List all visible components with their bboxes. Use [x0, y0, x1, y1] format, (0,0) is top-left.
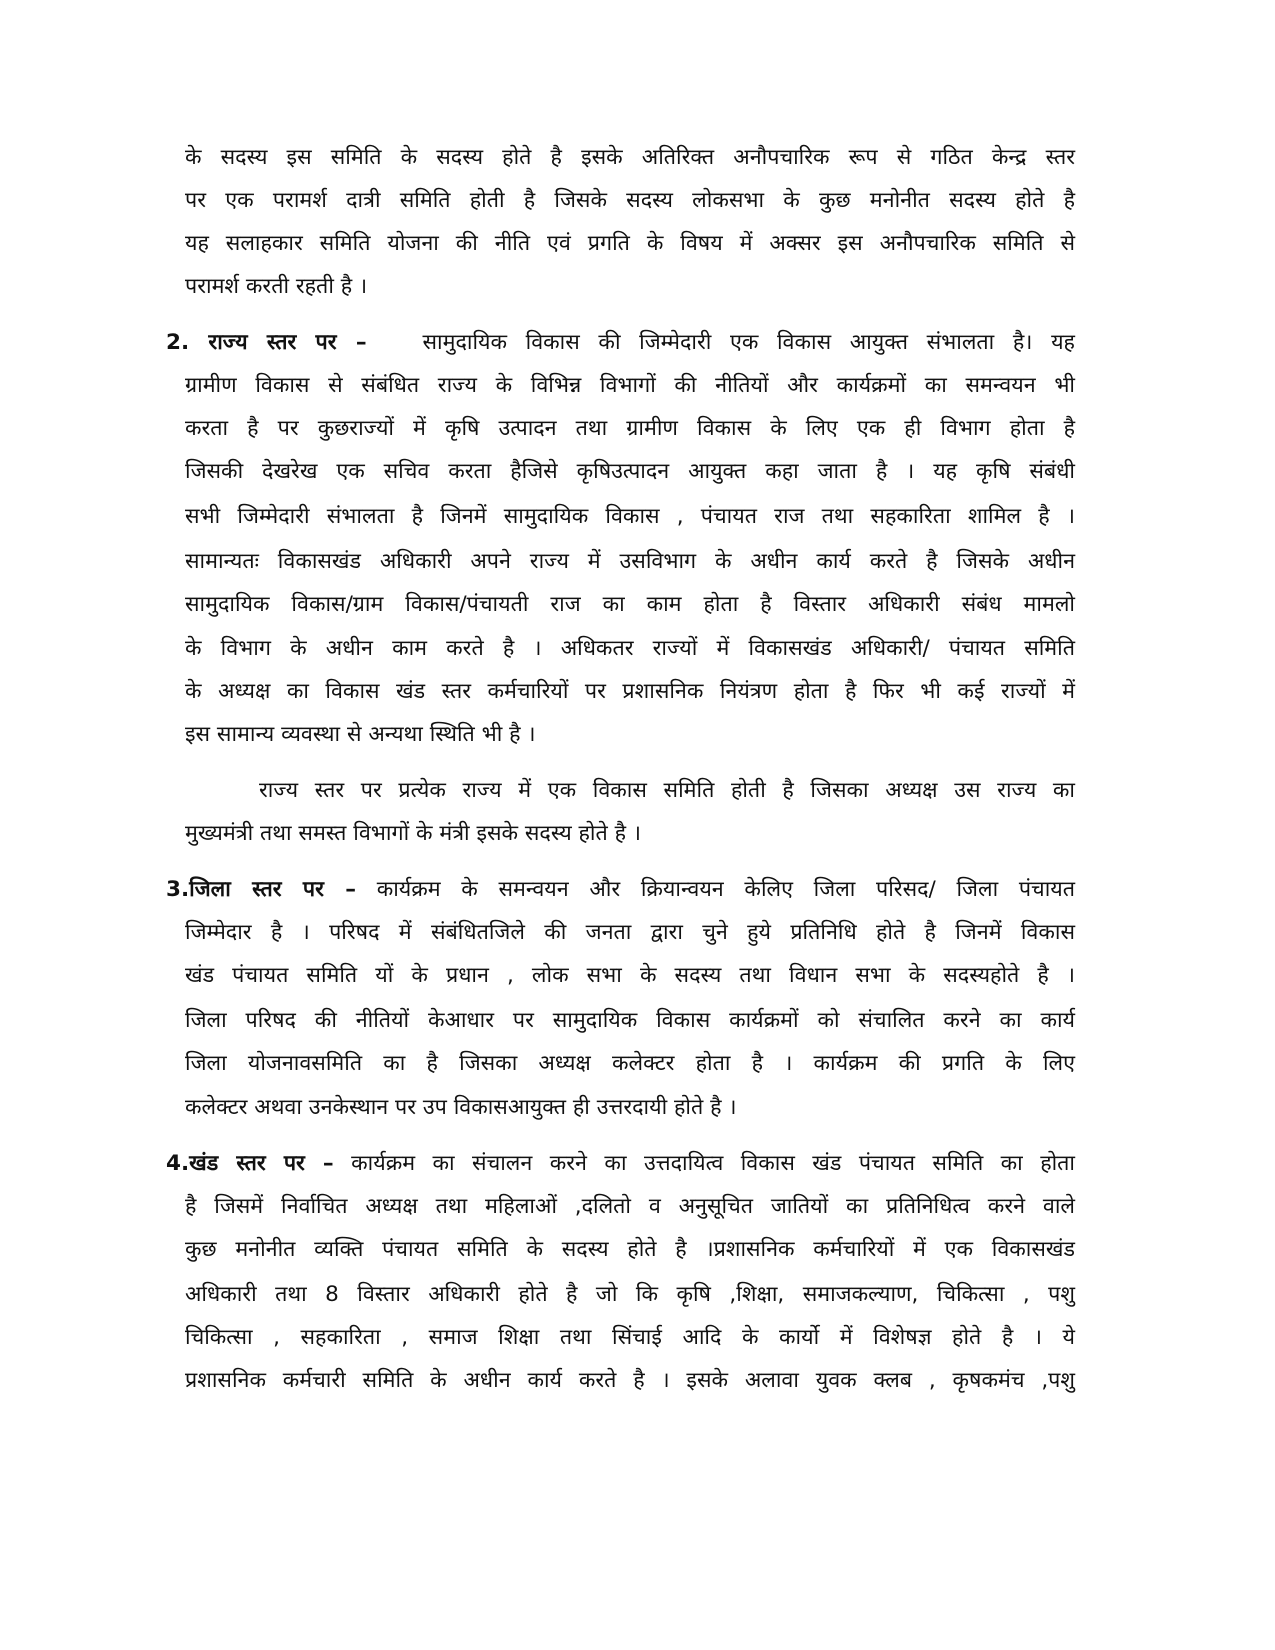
text-line: जिसकी देखरेख एक सचिव करता हैजिसे कृषिउत्पादन आयुक्त कहा जाता है । यह कृषि संबंधी	[185, 459, 1075, 484]
text-line: प्रशासनिक कर्मचारी समिति के अधीन कार्य करते है । इसके अलावा युवक क्लब , कृषकमंच ,पशु	[185, 1368, 1075, 1393]
text-line: इस सामान्य व्यवस्था से अन्यथा स्थिति भी है ।	[185, 722, 536, 747]
text-line: जिला योजनावसमिति का है जिसका अध्यक्ष कलेक्टर होता है । कार्यक्रम की प्रगति के लिए	[185, 1051, 1075, 1076]
indented-line: राज्य स्तर पर प्रत्येक राज्य में एक विकास समिति होती है जिसका अध्यक्ष उस राज्य का	[259, 778, 1075, 803]
text-line: अधिकारी तथा 8 विस्तार अधिकारी होते है जो कि कृषि ,शिक्षा, समाजकल्याण, चिकित्सा , पशु	[185, 1282, 1075, 1307]
text-span: कार्यक्रम के समन्वयन और क्रियान्वयन केलिए जिला परिसद/ जिला पंचायत	[376, 877, 1075, 902]
text-line: यह सलाहकार समिति योजना की नीति एवं प्रगति के विषय में अक्सर इस अनौपचारिक समिति से	[185, 231, 1075, 256]
text-line: सभी जिम्मेदारी संभालता है जिनमें सामुदायिक विकास , पंचायत राज तथा सहकारिता शामिल है ।	[185, 504, 1075, 529]
section-heading: 3.जिला स्तर पर –	[166, 877, 356, 902]
section-heading: 4.खंड स्तर पर –	[166, 1151, 334, 1176]
text-line: के सदस्य इस समिति के सदस्य होते है इसके अतिरिक्त अनौपचारिक रूप से गठित केन्द्र स्तर	[185, 145, 1075, 170]
section-first-line	[166, 875, 1075, 905]
text-span: सामुदायिक विकास की जिम्मेदारी एक विकास आयुक्त संभालता है। यह	[422, 330, 1075, 355]
text-span: कार्यक्रम का संचालन करने का उत्तदायित्व विकास खंड पंचायत समिति का होता	[351, 1151, 1075, 1176]
text-line: ग्रामीण विकास से संबंधित राज्य के विभिन्न विभागों की नीतियों और कार्यक्रमों का समन्वयन भी	[185, 373, 1075, 398]
section-heading: 2. राज्य स्तर पर –	[166, 330, 367, 355]
text-line: सामान्यतः विकासखंड अधिकारी अपने राज्य में उसविभाग के अधीन कार्य करते है जिसके अधीन	[185, 549, 1075, 574]
text-line: के अध्यक्ष का विकास खंड स्तर कर्मचारियों पर प्रशासनिक नियंत्रण होता है फिर भी कई राज्यों में	[185, 679, 1075, 704]
text-line: है जिसमें निर्वाचित अध्यक्ष तथा महिलाओं ,दलितो व अनुसूचित जातियों का प्रतिनिधित्व करने वाले	[185, 1194, 1075, 1219]
text-line: करता है पर कुछराज्यों में कृषि उत्पादन तथा ग्रामीण विकास के लिए एक ही विभाग होता है	[185, 416, 1075, 441]
text-line: जिम्मेदार है । परिषद में संबंधितजिले की जनता द्वारा चुने हुये प्रतिनिधि होते है जिनमें विकास	[185, 920, 1075, 945]
text-line: सामुदायिक विकास/ग्राम विकास/पंचायती राज का काम होता है विस्तार अधिकारी संबंध मामलो	[185, 592, 1075, 617]
text-line: के विभाग के अधीन काम करते है । अधिकतर राज्यों में विकासखंड अधिकारी/ पंचायत समिति	[185, 636, 1075, 661]
text-line: परामर्श करती रहती है ।	[185, 274, 368, 299]
text-line: पर एक परामर्श दात्री समिति होती है जिसके सदस्य लोकसभा के कुछ मनोनीत सदस्य होते है	[185, 188, 1075, 213]
text-line: जिला परिषद की नीतियों केआधार पर सामुदायिक विकास कार्यक्रमों को संचालित करने का कार्य	[185, 1008, 1075, 1033]
text-line: चिकित्सा , सहकारिता , समाज शिक्षा तथा सिंचाई आदि के कार्यो में विशेषज्ञ होते है । ये	[185, 1325, 1075, 1350]
text-line: कलेक्टर अथवा उनकेस्थान पर उप विकासआयुक्त ही उत्तरदायी होते है ।	[185, 1095, 737, 1120]
text-line: मुख्यमंत्री तथा समस्त विभागों के मंत्री इसके सदस्य होते है ।	[185, 821, 641, 846]
text-line: खंड पंचायत समिति यों के प्रधान , लोक सभा के सदस्य तथा विधान सभा के सदस्यहोते है ।	[185, 963, 1075, 988]
section-first-line	[166, 328, 1075, 358]
text-line: कुछ मनोनीत व्यक्ति पंचायत समिति के सदस्य होते है ।प्रशासनिक कर्मचारियों में एक विकासखंड	[185, 1237, 1075, 1262]
section-first-line	[166, 1149, 1075, 1179]
